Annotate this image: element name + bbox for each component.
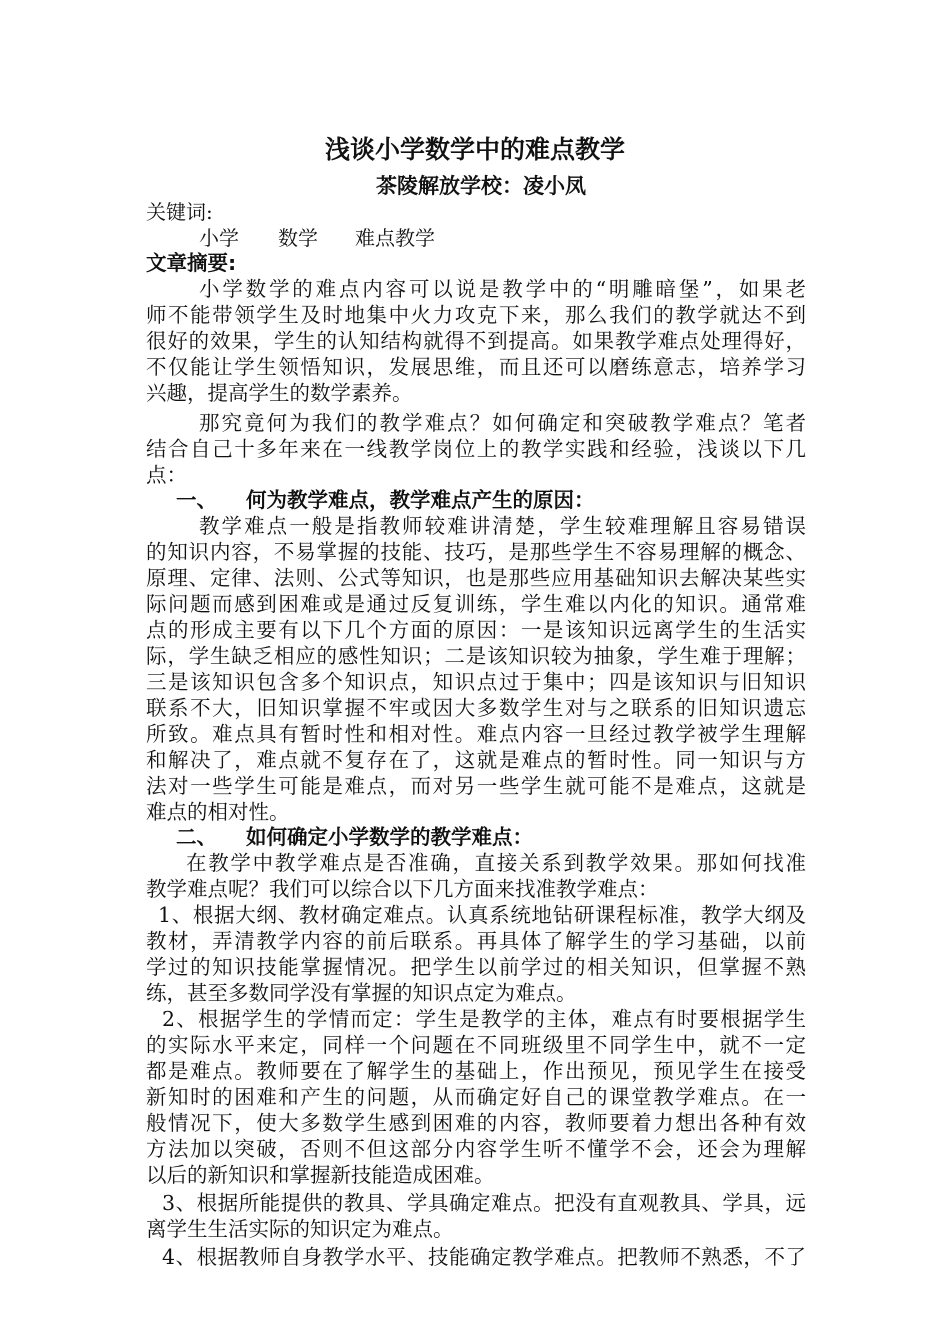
paragraph-line: 那究竟何为我们的教学难点？如何确定和突破教学难点？笔者 bbox=[199, 411, 806, 435]
paragraph-line: 不仅能让学生领悟知识，发展思维，而且还可以磨练意志，培养学习 bbox=[146, 355, 806, 379]
paragraph-line: 所致。难点具有暂时性和相对性。难点内容一旦经过教学被学生理解 bbox=[146, 722, 806, 746]
section-heading-number: 二、 bbox=[176, 825, 217, 849]
section-heading: 何为教学难点，教学难点产生的原因： bbox=[246, 488, 595, 512]
paragraph-line: 很好的效果，学生的认知结构就得不到提高。如果教学难点处理得好， bbox=[146, 329, 806, 353]
paragraph-line: 和解决了，难点就不复存在了，这就是难点的暂时性。同一知识与方 bbox=[146, 748, 806, 772]
list-item-line: 2、根据学生的学情而定：学生是教学的主体，难点有时要根据学生 bbox=[162, 1007, 806, 1031]
list-item-line: 的实际水平来定，同样一个问题在不同班级里不同学生中，就不一定 bbox=[146, 1033, 806, 1057]
document-title: 浅谈小学数学中的难点教学 bbox=[324, 135, 625, 164]
keyword-1: 小学 bbox=[199, 226, 239, 250]
list-item-line: 练，甚至多数同学没有掌握的知识点定为难点。 bbox=[146, 981, 577, 1005]
paragraph-line: 际问题而感到困难或是通过反复训练，学生难以内化的知识。通常难 bbox=[146, 592, 806, 616]
paragraph-line: 法对一些学生可能是难点，而对另一些学生就可能不是难点，这就是 bbox=[146, 774, 806, 798]
list-item-line: 教材，弄清教学内容的前后联系。再具体了解学生的学习基础，以前 bbox=[146, 929, 806, 953]
list-item-line: 1、根据大纲、教材确定难点。认真系统地钻研课程标准，教学大纲及 bbox=[158, 903, 806, 927]
list-item-line: 般情况下，使大多数学生感到困难的内容，教师要着力想出各种有效 bbox=[146, 1111, 806, 1135]
keyword-3: 难点教学 bbox=[355, 226, 435, 250]
paragraph-line: 际，学生缺乏相应的感性知识；二是该知识较为抽象，学生难于理解； bbox=[146, 644, 806, 668]
paragraph-line: 结合自己十多年来在一线教学岗位上的教学实践和经验，浅谈以下几 bbox=[146, 437, 806, 461]
author-line: 茶陵解放学校：凌小凤 bbox=[376, 174, 586, 198]
paragraph-line: 教学难点一般是指教师较难讲清楚，学生较难理解且容易错误 bbox=[199, 514, 806, 538]
abstract-label: 文章摘要: bbox=[146, 251, 237, 275]
paragraph-line: 点： bbox=[146, 463, 187, 487]
paragraph-line: 教学难点呢？我们可以综合以下几方面来找准教学难点： bbox=[146, 877, 659, 901]
list-item-line: 4、根据教师自身教学水平、技能确定教学难点。把教师不熟悉，不了 bbox=[162, 1245, 806, 1269]
keywords-label: 关键词: bbox=[146, 200, 213, 224]
paragraph-line: 三是该知识包含多个知识点，知识点过于集中；四是该知识与旧知识 bbox=[146, 670, 806, 694]
section-heading-number: 一、 bbox=[176, 488, 217, 512]
paragraph-line: 的知识内容，不易掌握的技能、技巧，是那些学生不容易理解的概念、 bbox=[146, 540, 806, 564]
paragraph-line: 难点的相对性。 bbox=[146, 800, 290, 824]
list-item-line: 3、根据所能提供的教具、学具确定难点。把没有直观教具、学具，远 bbox=[162, 1191, 806, 1215]
paragraph-line: 点的形成主要有以下几个方面的原因：一是该知识远离学生的生活实 bbox=[146, 618, 806, 642]
list-item-line: 新知时的困难和产生的问题，从而确定好自己的课堂教学难点。在一 bbox=[146, 1085, 806, 1109]
keyword-2: 数学 bbox=[278, 226, 318, 250]
paragraph-line: 师不能带领学生及时地集中火力攻克下来，那么我们的教学就达不到 bbox=[146, 303, 806, 327]
list-item-line: 离学生生活实际的知识定为难点。 bbox=[146, 1217, 454, 1241]
section-heading: 如何确定小学数学的教学难点： bbox=[246, 825, 533, 849]
list-item-line: 方法加以突破，否则不但这部分内容学生听不懂学不会，还会为理解 bbox=[146, 1137, 806, 1161]
list-item-line: 都是难点。教师要在了解学生的基础上，作出预见，预见学生在接受 bbox=[146, 1059, 806, 1083]
paragraph-line: 联系不大，旧知识掌握不牢或因大多数学生对与之联系的旧知识遗忘 bbox=[146, 696, 806, 720]
paragraph-line: 兴趣，提高学生的数学素养。 bbox=[146, 381, 413, 405]
list-item-line: 学过的知识技能掌握情况。把学生以前学过的相关知识，但掌握不熟 bbox=[146, 955, 806, 979]
paragraph-line: 小学数学的难点内容可以说是教学中的“明雕暗堡”，如果老 bbox=[199, 277, 806, 301]
paragraph-line: 在教学中教学难点是否准确，直接关系到教学效果。那如何找准 bbox=[186, 851, 806, 875]
list-item-line: 以后的新知识和掌握新技能造成困难。 bbox=[146, 1163, 495, 1187]
paragraph-line: 原理、定律、法则、公式等知识，也是那些应用基础知识去解决某些实 bbox=[146, 566, 806, 590]
